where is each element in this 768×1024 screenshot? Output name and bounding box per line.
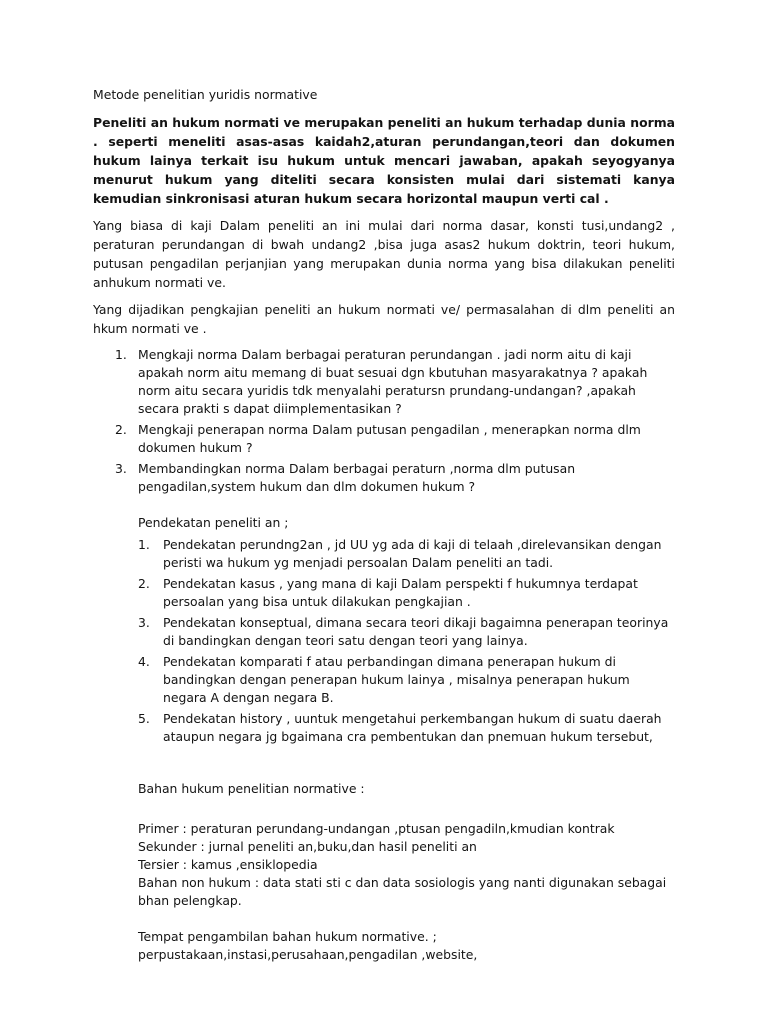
list-item-text: Mengkaji penerapan norma Dalam putusan pengadilan , menerapkan norma dlm dokumen hukum ? [138,422,641,455]
materials-tertiary: Tersier : kamus ,ensiklopedia [138,857,318,872]
list-number: 1. [138,537,150,552]
document-title: Metode penelitian yuridis normative [93,87,318,102]
list-item [138,710,675,746]
list-item-text: Pendekatan kasus , yang mana di kaji Dalam perspekti f hukumnya terdapat persoalan yang bisa untuk dilakukan pengkajian . [163,576,638,609]
list-item-text: Mengkaji norma Dalam berbagai peraturan perundangan . jadi norm aitu di kaji apakah norm aitu memang di buat sesuai dgn kbutuhan masyarakatnya ? apakah norm aitu secara yuridis tdk menyalahi peratursn prundang-undangan? ,apakah secara prakti s dapat diimplementasikan ? [138,347,648,416]
sources-heading: Tempat pengambilan bahan hukum normative. ; [138,929,437,944]
list-number: 3. [115,461,127,476]
list-number: 1. [115,347,127,362]
list-item [138,614,675,650]
materials-heading: Bahan hukum penelitian normative : [138,781,365,796]
sources-list: perpustakaan,instasi,perusahaan,pengadilan ,website, [138,947,478,962]
list-item-text: Pendekatan konseptual, dimana secara teori dikaji bagaimna penerapan teorinya di bandingkan dengan teori satu dengan teori yang lainya. [163,615,669,648]
list-item [138,653,675,707]
list-item [138,536,675,572]
list-number: 2. [115,422,127,437]
materials-primary: Primer : peraturan perundang-undangan ,ptusan pengadiln,kmudian kontrak [138,821,615,836]
list-number: 2. [138,576,150,591]
list-number: 4. [138,654,150,669]
document-page [93,84,675,964]
list-item [93,346,675,418]
approach-list [138,536,675,746]
list-item-text: Membandingkan norma Dalam berbagai peraturn ,norma dlm putusan pengadilan,system hukum dan dlm dokumen hukum ? [138,461,576,494]
approach-section [93,514,675,964]
list-item [93,460,675,496]
approach-heading: Pendekatan peneliti an ; [138,515,289,530]
paragraph-3: Yang dijadikan pengkajian peneliti an hukum normati ve/ permasalahan di dlm peneliti an hkum normati ve . [93,302,675,336]
list-item [93,421,675,457]
list-number: 5. [138,711,150,726]
materials-non-legal: Bahan non hukum : data stati sti c dan data sosiologis yang nanti digunakan sebagai bhan pelengkap. [138,875,667,908]
paragraph-2: Yang biasa di kaji Dalam peneliti an ini mulai dari norma dasar, konsti tusi,undang2 , peraturan perundangan di bwah undang2 ,bisa juga asas2 hukum doktrin, teori hukum, putusan pengadilan perjanjian yang merupakan dunia norma yang bisa dilakukan peneliti anhukum normati ve. [93,218,675,290]
list-item-text: Pendekatan perundng2an , jd UU yg ada di kaji di telaah ,direlevansikan dengan peristi wa hukum yg menjadi persoalan Dalam peneliti an tadi. [163,537,662,570]
list-item [138,575,675,611]
review-list [93,346,675,496]
list-number: 3. [138,615,150,630]
materials-secondary: Sekunder : jurnal peneliti an,buku,dan hasil peneliti an [138,839,477,854]
list-item-text: Pendekatan history , uuntuk mengetahui perkembangan hukum di suatu daerah ataupun negara jg bgaimana cra pembentukan dan pnemuan hukum tersebut, [163,711,662,744]
list-item-text: Pendekatan komparati f atau perbandingan dimana penerapan hukum di bandingkan dengan penerapan hukum lainya , misalnya penerapan hukum negara A dengan negara B. [163,654,630,705]
paragraph-1: Peneliti an hukum normati ve merupakan peneliti an hukum terhadap dunia norma . seperti meneliti asas-asas kaidah2,aturan perundangan,teori dan dokumen hukum lainya terkait isu hukum untuk mencari jawaban, apakah seyogyanya menurut hukum yang diteliti secara konsisten mulai dari sistemati kanya kemudian sinkronisasi aturan hukum secara horizontal maupun verti cal . [93,115,675,206]
